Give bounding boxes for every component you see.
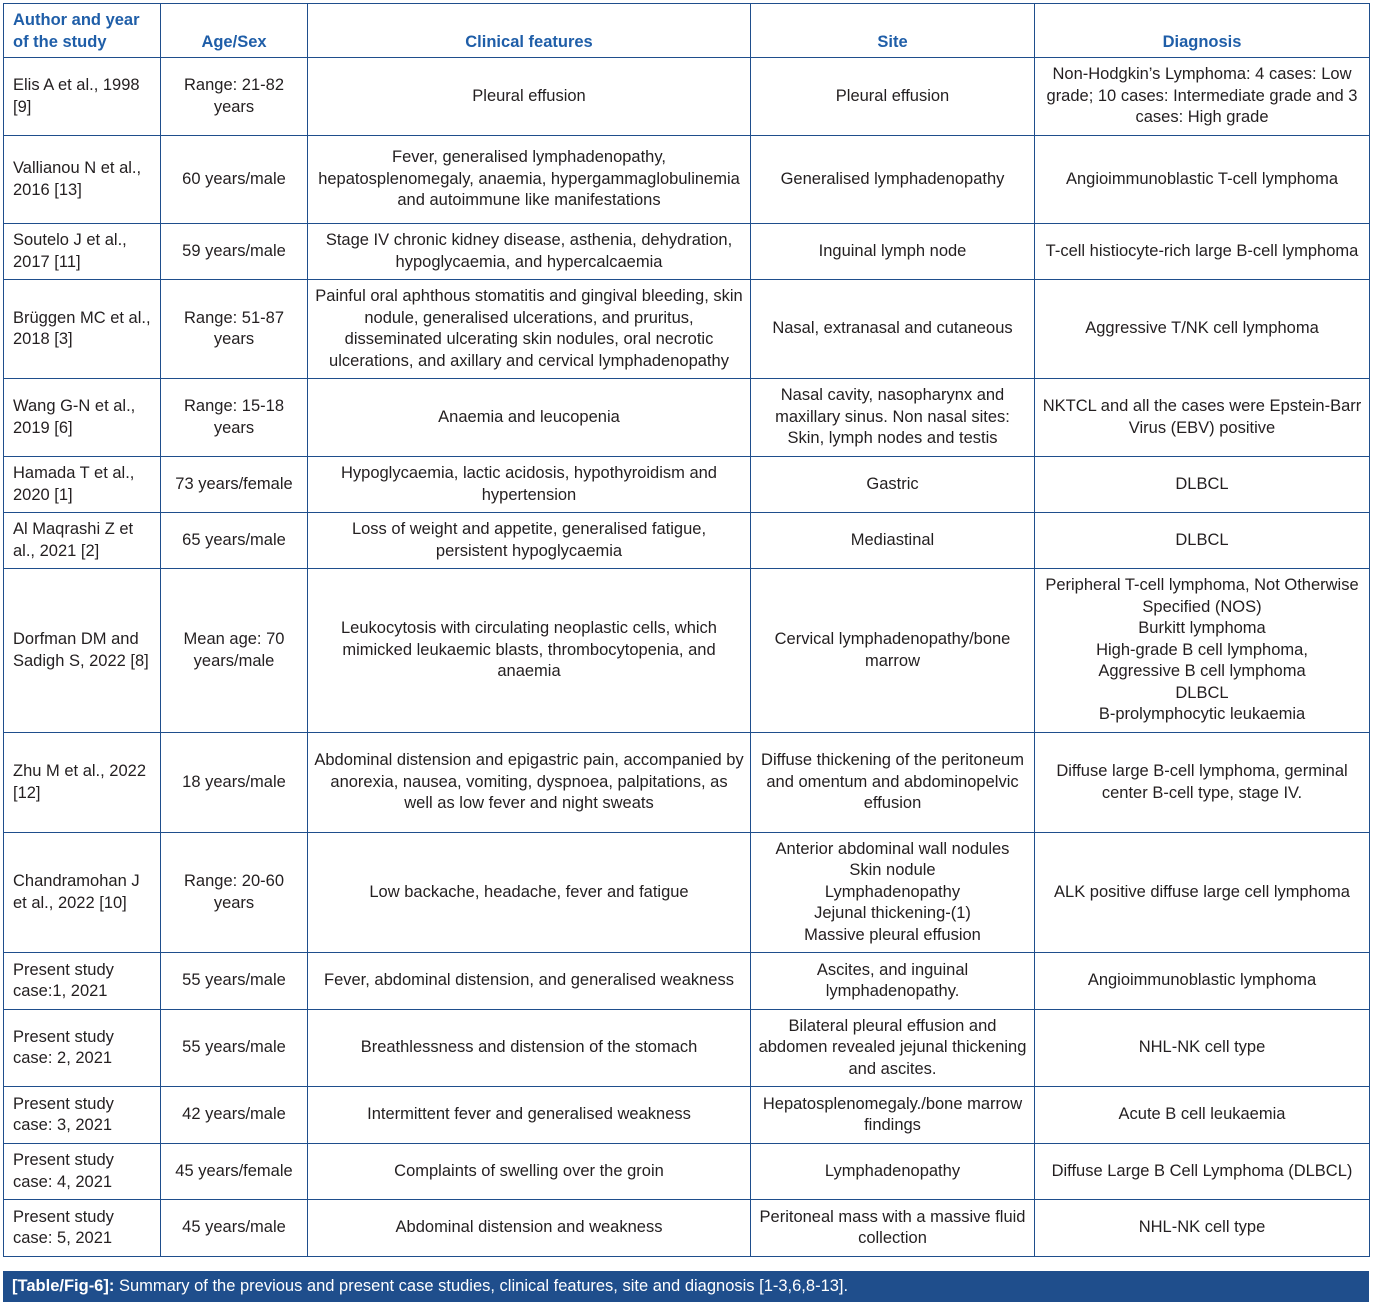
cell-age-sex: 73 years/female — [161, 457, 308, 513]
table-row — [4, 569, 1370, 733]
cell-clinical-features: Pleural effusion — [308, 58, 751, 136]
cell-age-sex: 42 years/male — [161, 1087, 308, 1144]
cell-site: Hepatosplenomegaly./bone marrow findings — [751, 1087, 1035, 1144]
cell-age-sex: 45 years/male — [161, 1200, 308, 1257]
cell-age-sex: 18 years/male — [161, 733, 308, 833]
cell-line: Skin nodule — [849, 861, 936, 880]
cell-age-sex: 59 years/male — [161, 224, 308, 280]
header-clinical-features: Clinical features — [308, 4, 751, 58]
cell-site: Generalised lymphadenopathy — [751, 136, 1035, 224]
cell-age-sex: Range: 20-60 years — [161, 833, 308, 953]
caption-text: Summary of the previous and present case studies, clinical features, site and diagnosis [1-3,6,8-13]. — [114, 1277, 849, 1295]
cell-author-year: Present study case: 4, 2021 — [4, 1144, 161, 1200]
cell-clinical-features: Low backache, headache, fever and fatigue — [308, 833, 751, 953]
cell-author-year: Present study case: 5, 2021 — [4, 1200, 161, 1257]
header-site: Site — [751, 4, 1035, 58]
table-caption — [3, 1271, 1369, 1302]
cell-diagnosis: Aggressive T/NK cell lymphoma — [1035, 280, 1370, 379]
cell-site: Inguinal lymph node — [751, 224, 1035, 280]
cell-clinical-features: Fever, abdominal distension, and generalised weakness — [308, 953, 751, 1010]
header-row — [4, 4, 1370, 58]
table-row — [4, 1010, 1370, 1087]
cell-line: Burkitt lymphoma — [1138, 619, 1266, 638]
cell-author-year: Al Maqrashi Z et al., 2021 [2] — [4, 513, 161, 569]
cell-line: Massive pleural effusion — [804, 925, 981, 944]
cell-site: Lymphadenopathy — [751, 1144, 1035, 1200]
cell-author-year: Present study case:1, 2021 — [4, 953, 161, 1010]
cell-line: Jejunal thickening-(1) — [814, 904, 971, 923]
cell-age-sex: 45 years/female — [161, 1144, 308, 1200]
table-row — [4, 136, 1370, 224]
cell-age-sex: 60 years/male — [161, 136, 308, 224]
cell-diagnosis: DLBCL — [1035, 457, 1370, 513]
cell-author-year: Brüggen MC et al., 2018 [3] — [4, 280, 161, 379]
table-row — [4, 58, 1370, 136]
table-row — [4, 1200, 1370, 1257]
cell-diagnosis: Non-Hodgkin’s Lymphoma: 4 cases: Low grade; 10 cases: Intermediate grade and 3 cases: High grade — [1035, 58, 1370, 136]
cell-diagnosis: Diffuse large B-cell lymphoma, germinal center B-cell type, stage IV. — [1035, 733, 1370, 833]
cell-age-sex: Range: 15-18 years — [161, 379, 308, 457]
cell-diagnosis: Angioimmunoblastic T-cell lymphoma — [1035, 136, 1370, 224]
table-row — [4, 1087, 1370, 1144]
cell-age-sex: 65 years/male — [161, 513, 308, 569]
cell-diagnosis: DLBCL — [1035, 513, 1370, 569]
cell-line: Anterior abdominal wall nodules — [775, 839, 1010, 858]
cell-age-sex: Range: 21-82 years — [161, 58, 308, 136]
cell-clinical-features: Anaemia and leucopenia — [308, 379, 751, 457]
cell-author-year: Vallianou N et al., 2016 [13] — [4, 136, 161, 224]
table-row — [4, 280, 1370, 379]
cell-site: Nasal cavity, nasopharynx and maxillary sinus. Non nasal sites: Skin, lymph nodes and testis — [751, 379, 1035, 457]
cell-site: Diffuse thickening of the peritoneum and omentum and abdominopelvic effusion — [751, 733, 1035, 833]
cell-diagnosis: Diffuse Large B Cell Lymphoma (DLBCL) — [1035, 1144, 1370, 1200]
table-row — [4, 1144, 1370, 1200]
cell-author-year: Zhu M et al., 2022 [12] — [4, 733, 161, 833]
cell-author-year: Hamada T et al., 2020 [1] — [4, 457, 161, 513]
cell-site: Cervical lymphadenopathy/bone marrow — [751, 569, 1035, 733]
cell-age-sex: 55 years/male — [161, 1010, 308, 1087]
table-row — [4, 733, 1370, 833]
header-diagnosis: Diagnosis — [1035, 4, 1370, 58]
cell-author-year: Chandramohan J et al., 2022 [10] — [4, 833, 161, 953]
cell-line: DLBCL — [1175, 683, 1229, 702]
cell-site: Nasal, extranasal and cutaneous — [751, 280, 1035, 379]
cell-clinical-features: Stage IV chronic kidney disease, asthenia, dehydration, hypoglycaemia, and hypercalcaemia — [308, 224, 751, 280]
caption-label: [Table/Fig-6]: — [12, 1277, 115, 1295]
cell-line: B-prolymphocytic leukaemia — [1098, 705, 1306, 724]
table-row — [4, 833, 1370, 953]
cell-clinical-features: Hypoglycaemia, lactic acidosis, hypothyroidism and hypertension — [308, 457, 751, 513]
cell-site: Pleural effusion — [751, 58, 1035, 136]
cell-clinical-features: Abdominal distension and weakness — [308, 1200, 751, 1257]
cell-site: Mediastinal — [751, 513, 1035, 569]
cell-diagnosis: NKTCL and all the cases were Epstein-Barr Virus (EBV) positive — [1035, 379, 1370, 457]
table-row — [4, 224, 1370, 280]
cell-age-sex: Mean age: 70 years/male — [161, 569, 308, 733]
cell-site: Bilateral pleural effusion and abdomen revealed jejunal thickening and ascites. — [751, 1010, 1035, 1087]
table-row — [4, 953, 1370, 1010]
cell-author-year: Present study case: 2, 2021 — [4, 1010, 161, 1087]
cell-diagnosis: Angioimmunoblastic lymphoma — [1035, 953, 1370, 1010]
cell-site: Ascites, and inguinal lymphadenopathy. — [751, 953, 1035, 1010]
cell-line: Lymphadenopathy — [824, 882, 961, 901]
cell-clinical-features: Breathlessness and distension of the stomach — [308, 1010, 751, 1087]
table-row — [4, 513, 1370, 569]
header-age-sex: Age/Sex — [161, 4, 308, 58]
cell-diagnosis: NHL-NK cell type — [1035, 1200, 1370, 1257]
cell-site — [751, 833, 1035, 953]
cell-clinical-features: Painful oral aphthous stomatitis and gingival bleeding, skin nodule, generalised ulcerations, and pruritus, disseminated ulcerating skin nodules, oral necrotic ulcerations, and axillary and cervical lymphadenopathy — [308, 280, 751, 379]
cell-clinical-features: Fever, generalised lymphadenopathy, hepatosplenomegaly, anaemia, hypergammaglobulinemia and autoimmune like manifestations — [308, 136, 751, 224]
table-row — [4, 379, 1370, 457]
cell-line: Aggressive B cell lymphoma — [1098, 662, 1306, 681]
cell-author-year: Wang G-N et al., 2019 [6] — [4, 379, 161, 457]
cell-diagnosis — [1035, 569, 1370, 733]
cell-clinical-features: Intermittent fever and generalised weakness — [308, 1087, 751, 1144]
cell-author-year: Present study case: 3, 2021 — [4, 1087, 161, 1144]
cell-line: Peripheral T-cell lymphoma, Not Otherwise Specified (NOS) — [1045, 576, 1359, 616]
cell-diagnosis: ALK positive diffuse large cell lymphoma — [1035, 833, 1370, 953]
cell-site: Gastric — [751, 457, 1035, 513]
cell-line: High-grade B cell lymphoma, — [1096, 640, 1308, 659]
cell-clinical-features: Complaints of swelling over the groin — [308, 1144, 751, 1200]
cell-author-year: Elis A et al., 1998 [9] — [4, 58, 161, 136]
cell-clinical-features: Loss of weight and appetite, generalised fatigue, persistent hypoglycaemia — [308, 513, 751, 569]
cell-age-sex: 55 years/male — [161, 953, 308, 1010]
cell-author-year: Soutelo J et al., 2017 [11] — [4, 224, 161, 280]
cell-clinical-features: Leukocytosis with circulating neoplastic cells, which mimicked leukaemic blasts, thrombocytopenia, and anaemia — [308, 569, 751, 733]
cell-diagnosis: Acute B cell leukaemia — [1035, 1087, 1370, 1144]
header-author-year: Author and year of the study — [4, 4, 161, 58]
table-container — [3, 3, 1369, 1257]
cell-author-year: Dorfman DM and Sadigh S, 2022 [8] — [4, 569, 161, 733]
cell-age-sex: Range: 51-87 years — [161, 280, 308, 379]
table-row — [4, 457, 1370, 513]
cell-diagnosis: NHL-NK cell type — [1035, 1010, 1370, 1087]
cell-site: Peritoneal mass with a massive fluid collection — [751, 1200, 1035, 1257]
cell-diagnosis: T-cell histiocyte-rich large B-cell lymphoma — [1035, 224, 1370, 280]
cell-clinical-features: Abdominal distension and epigastric pain, accompanied by anorexia, nausea, vomiting, dyspnoea, palpitations, as well as low fever and night sweats — [308, 733, 751, 833]
summary-table — [3, 3, 1370, 1257]
